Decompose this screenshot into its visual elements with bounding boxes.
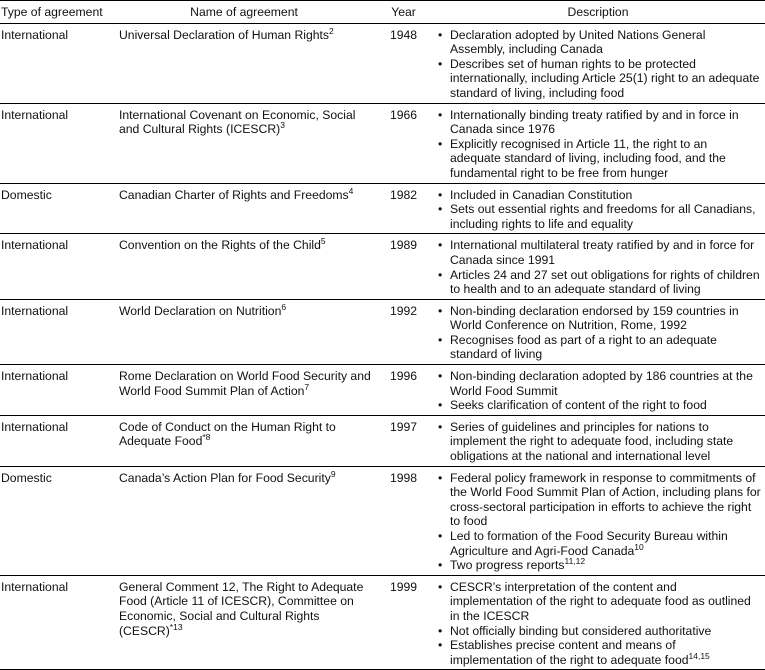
year-text: 1996 bbox=[389, 369, 418, 384]
type-text: International bbox=[1, 27, 69, 42]
footnote-ref: 14,15 bbox=[688, 650, 710, 661]
description-bullet bbox=[438, 420, 761, 464]
cell-description bbox=[431, 183, 765, 234]
type-text: International bbox=[1, 579, 69, 594]
name-text: Convention on the Rights of the Child bbox=[119, 238, 321, 253]
footnote-ref: 3 bbox=[280, 120, 285, 131]
type-text: International bbox=[1, 419, 69, 434]
cell-name bbox=[112, 415, 376, 466]
table-row bbox=[0, 183, 765, 234]
bullet-text: Non-binding declaration adopted by 186 countries at the World Food Summit bbox=[450, 369, 753, 398]
description-bullet bbox=[438, 529, 761, 558]
description-bullet bbox=[438, 238, 761, 267]
year-text: 1998 bbox=[389, 470, 418, 485]
footnote-ref: 10 bbox=[634, 541, 644, 552]
year-text: 1999 bbox=[389, 579, 418, 594]
bullet-text: Recognises food as part of a right to an adequate standard of living bbox=[450, 332, 717, 362]
bullet-text: Non-binding declaration endorsed by 159 countries in World Conference on Nutrition, Rome, 1992 bbox=[450, 303, 739, 333]
cell-type bbox=[0, 183, 112, 234]
header-row bbox=[0, 1, 765, 24]
description-bullet bbox=[438, 304, 761, 333]
bullet-text: Included in Canadian Constitution bbox=[450, 187, 633, 202]
cell-type bbox=[0, 365, 112, 416]
name-text: Canada’s Action Plan for Food Security bbox=[119, 470, 331, 485]
bullet-text: CESCR’s interpretation of the content and implementation of the right to adequate food as outlined in the ICESCR bbox=[450, 579, 751, 623]
bullet-text: Not officially binding but considered authoritative bbox=[450, 623, 712, 638]
description-bullet bbox=[438, 624, 761, 639]
bullet-text: Articles 24 and 27 set out obligations for rights of children to health and to an adequate standard of living bbox=[450, 267, 760, 297]
cell-description bbox=[431, 466, 765, 575]
cell-type bbox=[0, 103, 112, 183]
type-text: International bbox=[1, 238, 69, 253]
cell-name bbox=[112, 23, 376, 103]
bullet-text: Establishes precise content and means of implementation of the right to adequate food bbox=[450, 638, 689, 667]
description-bullet bbox=[438, 333, 761, 362]
name-text: World Declaration on Nutrition bbox=[119, 303, 282, 318]
footnote-ref: 4 bbox=[348, 185, 354, 196]
table-row bbox=[0, 365, 765, 416]
bullet-text: Two progress reports bbox=[450, 558, 565, 573]
bullet-text: Internationally binding treaty ratified by and in force in Canada since 1976 bbox=[450, 107, 739, 137]
table-row bbox=[0, 299, 765, 364]
type-text: International bbox=[1, 303, 69, 318]
cell-name bbox=[112, 234, 376, 299]
bullet-text: International multilateral treaty ratified by and in force for Canada since 1991 bbox=[450, 238, 755, 267]
description-bullet bbox=[438, 638, 761, 667]
description-bullet bbox=[438, 202, 761, 231]
cell-type bbox=[0, 23, 112, 103]
year-text: 1992 bbox=[389, 303, 418, 318]
cell-year bbox=[376, 365, 431, 416]
cell-description bbox=[431, 234, 765, 299]
type-text: International bbox=[1, 107, 69, 122]
table-row bbox=[0, 575, 765, 670]
year-text: 1966 bbox=[389, 107, 418, 122]
name-text: Canadian Charter of Rights and Freedoms bbox=[119, 187, 349, 202]
table-row bbox=[0, 234, 765, 299]
bullet-text: Seeks clarification of content of the right to food bbox=[450, 398, 707, 413]
description-bullet bbox=[438, 471, 761, 529]
cell-year bbox=[376, 23, 431, 103]
cell-name bbox=[112, 466, 376, 575]
cell-year bbox=[376, 466, 431, 575]
table-row bbox=[0, 466, 765, 575]
cell-type bbox=[0, 575, 112, 670]
cell-year bbox=[376, 103, 431, 183]
cell-name bbox=[112, 183, 376, 234]
name-text: Code of Conduct on the Human Right to Adequate Food bbox=[119, 419, 336, 449]
footnote-ref: *13 bbox=[169, 621, 183, 632]
cell-name bbox=[112, 575, 376, 670]
table-row bbox=[0, 103, 765, 183]
footnote-ref: *8 bbox=[202, 432, 211, 443]
name-text: Universal Declaration of Human Rights bbox=[119, 27, 329, 42]
name-text: International Covenant on Economic, Social and Cultural Rights (ICESCR) bbox=[119, 107, 356, 137]
cell-description bbox=[431, 23, 765, 103]
type-text: Domestic bbox=[1, 470, 52, 485]
cell-description bbox=[431, 415, 765, 466]
cell-year bbox=[376, 575, 431, 670]
description-bullet bbox=[438, 268, 761, 297]
description-bullet bbox=[438, 369, 761, 398]
bullet-text: Sets out essential rights and freedoms for all Canadians, including rights to life and equality bbox=[450, 202, 756, 231]
cell-year bbox=[376, 299, 431, 364]
description-bullet bbox=[438, 558, 761, 573]
cell-type bbox=[0, 466, 112, 575]
description-bullet bbox=[438, 57, 761, 101]
header-name: Name of agreement bbox=[112, 1, 376, 24]
cell-name bbox=[112, 365, 376, 416]
table-body bbox=[0, 23, 765, 670]
cell-type bbox=[0, 234, 112, 299]
bullet-text: Declaration adopted by United Nations General Assembly, including Canada bbox=[450, 27, 706, 57]
bullet-text: Series of guidelines and principles for nations to implement the right to adequate food, including state obligations at the national and international level bbox=[450, 419, 734, 464]
year-text: 1997 bbox=[389, 419, 418, 434]
description-bullet bbox=[438, 108, 761, 137]
year-text: 1948 bbox=[389, 27, 418, 42]
type-text: International bbox=[1, 369, 69, 384]
footnote-ref: 5 bbox=[320, 236, 326, 247]
year-text: 1989 bbox=[389, 238, 418, 253]
bullet-text: Federal policy framework in response to commitments of the World Food Summit Plan of Action, including plans for cross-sectoral participation in efforts to achieve the right to food bbox=[450, 470, 761, 529]
cell-description bbox=[431, 103, 765, 183]
cell-description bbox=[431, 299, 765, 364]
cell-type bbox=[0, 299, 112, 364]
description-bullet bbox=[438, 580, 761, 624]
cell-description bbox=[431, 575, 765, 670]
table-row bbox=[0, 415, 765, 466]
description-bullet bbox=[438, 188, 761, 203]
type-text: Domestic bbox=[1, 187, 52, 202]
cell-year bbox=[376, 415, 431, 466]
footnote-ref: 7 bbox=[304, 381, 310, 392]
footnote-ref: 11,12 bbox=[564, 556, 586, 567]
footnote-ref: 2 bbox=[329, 25, 334, 36]
name-text: General Comment 12, The Right to Adequate Food (Article 11 of ICESCR), Committee on Economic, Social and Cultural Rights (CESCR) bbox=[119, 579, 364, 638]
name-text: Rome Declaration on World Food Security and World Food Summit Plan of Action bbox=[119, 369, 371, 398]
description-bullet bbox=[438, 398, 761, 413]
cell-year bbox=[376, 183, 431, 234]
header-year: Year bbox=[376, 1, 431, 24]
footnote-ref: 9 bbox=[330, 468, 336, 479]
cell-type bbox=[0, 415, 112, 466]
header-type: Type of agreement bbox=[0, 1, 112, 24]
bullet-text: Explicitly recognised in Article 11, the right to an adequate standard of living, including food, and the fundamental right to be free from hunger bbox=[450, 136, 726, 180]
footnote-ref: 6 bbox=[281, 301, 287, 312]
cell-name bbox=[112, 103, 376, 183]
year-text: 1982 bbox=[389, 187, 418, 202]
bullet-text: Describes set of human rights to be protected internationally, including Article 25(1) right to an adequate standard of living, including food bbox=[450, 56, 760, 100]
cell-name bbox=[112, 299, 376, 364]
bullet-text: Led to formation of the Food Security Bureau within Agriculture and Agri-Food Canada bbox=[450, 529, 728, 558]
description-bullet bbox=[438, 137, 761, 181]
table-row bbox=[0, 23, 765, 103]
header-description: Description bbox=[431, 1, 765, 24]
cell-description bbox=[431, 365, 765, 416]
description-bullet bbox=[438, 28, 761, 57]
cell-year bbox=[376, 234, 431, 299]
